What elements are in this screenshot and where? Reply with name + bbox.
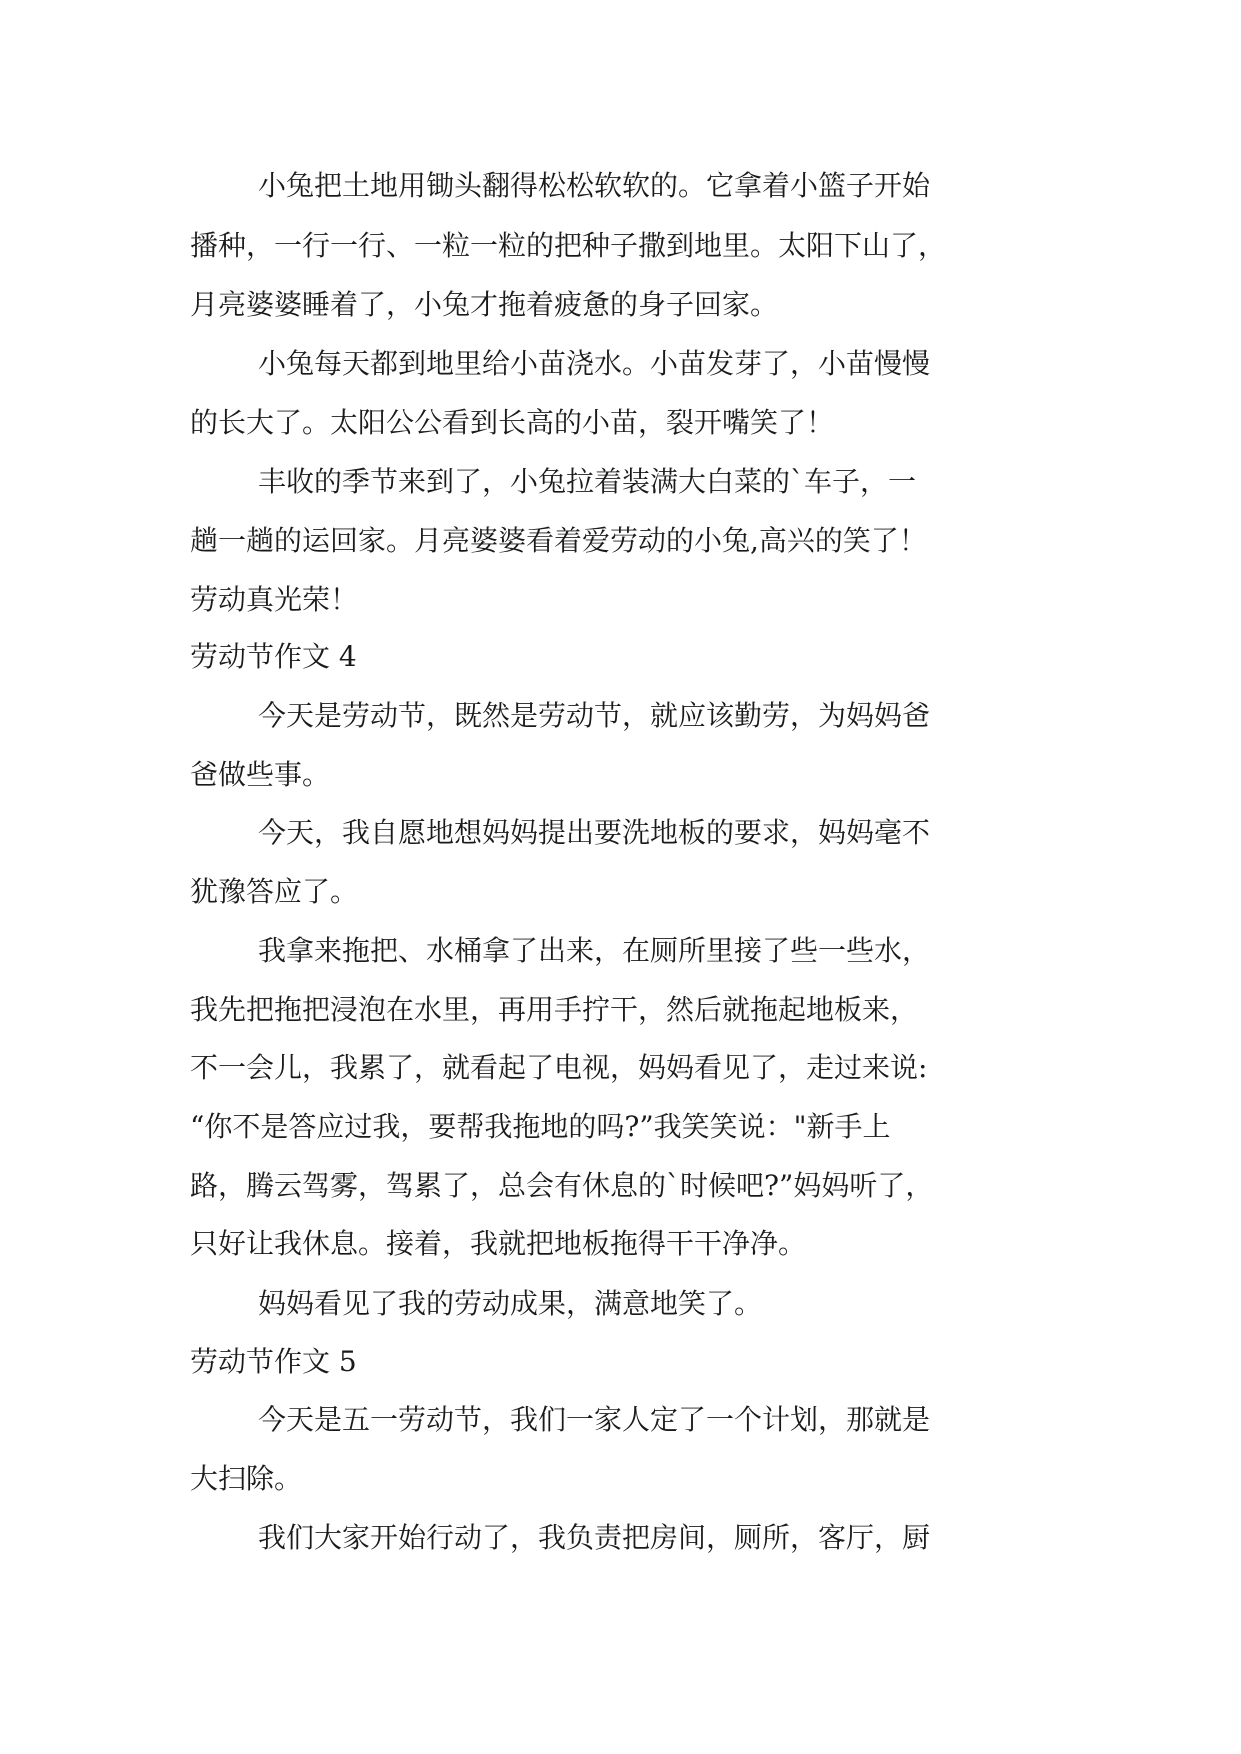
section-heading: 劳动节作文 5 [190, 1345, 357, 1378]
text-line: 我拿来拖把、水桶拿了出来，在厕所里接了些一些水， [258, 934, 931, 967]
text-line: 只好让我休息。接着，我就把地板拖得干干净净。 [190, 1227, 807, 1260]
text-line: 丰收的季节来到了，小兔拉着装满大白菜的`车子，一 [258, 465, 917, 498]
text-line: 劳动真光荣！ [190, 583, 359, 616]
text-line: 我们大家开始行动了，我负责把房间，厕所，客厅，厨 [258, 1521, 931, 1554]
text-line: 今天是五一劳动节，我们一家人定了一个计划，那就是 [258, 1403, 931, 1436]
text-line: 月亮婆婆睡着了，小兔才拖着疲惫的身子回家。 [190, 288, 779, 321]
text-line: 爸做些事。 [190, 758, 331, 791]
text-line: 犹豫答应了。 [190, 875, 359, 908]
text-line: 小兔把土地用锄头翻得松松软软的。它拿着小篮子开始 [258, 169, 931, 202]
text-line: 大扫除。 [190, 1462, 303, 1495]
text-line: 路，腾云驾雾，驾累了，总会有休息的`时候吧?”妈妈听了， [190, 1169, 934, 1202]
text-line: “你不是答应过我，要帮我拖地的吗?”我笑笑说："新手上 [190, 1110, 891, 1143]
text-line: 今天是劳动节，既然是劳动节，就应该勤劳，为妈妈爸 [258, 699, 931, 732]
text-line: 今天，我自愿地想妈妈提出要洗地板的要求，妈妈毫不 [258, 816, 931, 849]
text-line: 的长大了。太阳公公看到长高的小苗，裂开嘴笑了！ [190, 406, 835, 439]
text-line: 不一会儿，我累了，就看起了电视，妈妈看见了，走过来说: [190, 1051, 928, 1084]
text-line: 妈妈看见了我的劳动成果，满意地笑了。 [258, 1287, 763, 1320]
text-line: 我先把拖把浸泡在水里，再用手拧干，然后就拖起地板来， [190, 993, 919, 1026]
text-line: 播种，一行一行、一粒一粒的把种子撒到地里。太阳下山了， [190, 229, 947, 262]
text-line: 小兔每天都到地里给小苗浇水。小苗发芽了，小苗慢慢 [258, 347, 931, 380]
section-heading: 劳动节作文 4 [190, 640, 357, 673]
text-line: 趟一趟的运回家。月亮婆婆看着爱劳动的小兔,高兴的笑了！ [190, 524, 927, 557]
